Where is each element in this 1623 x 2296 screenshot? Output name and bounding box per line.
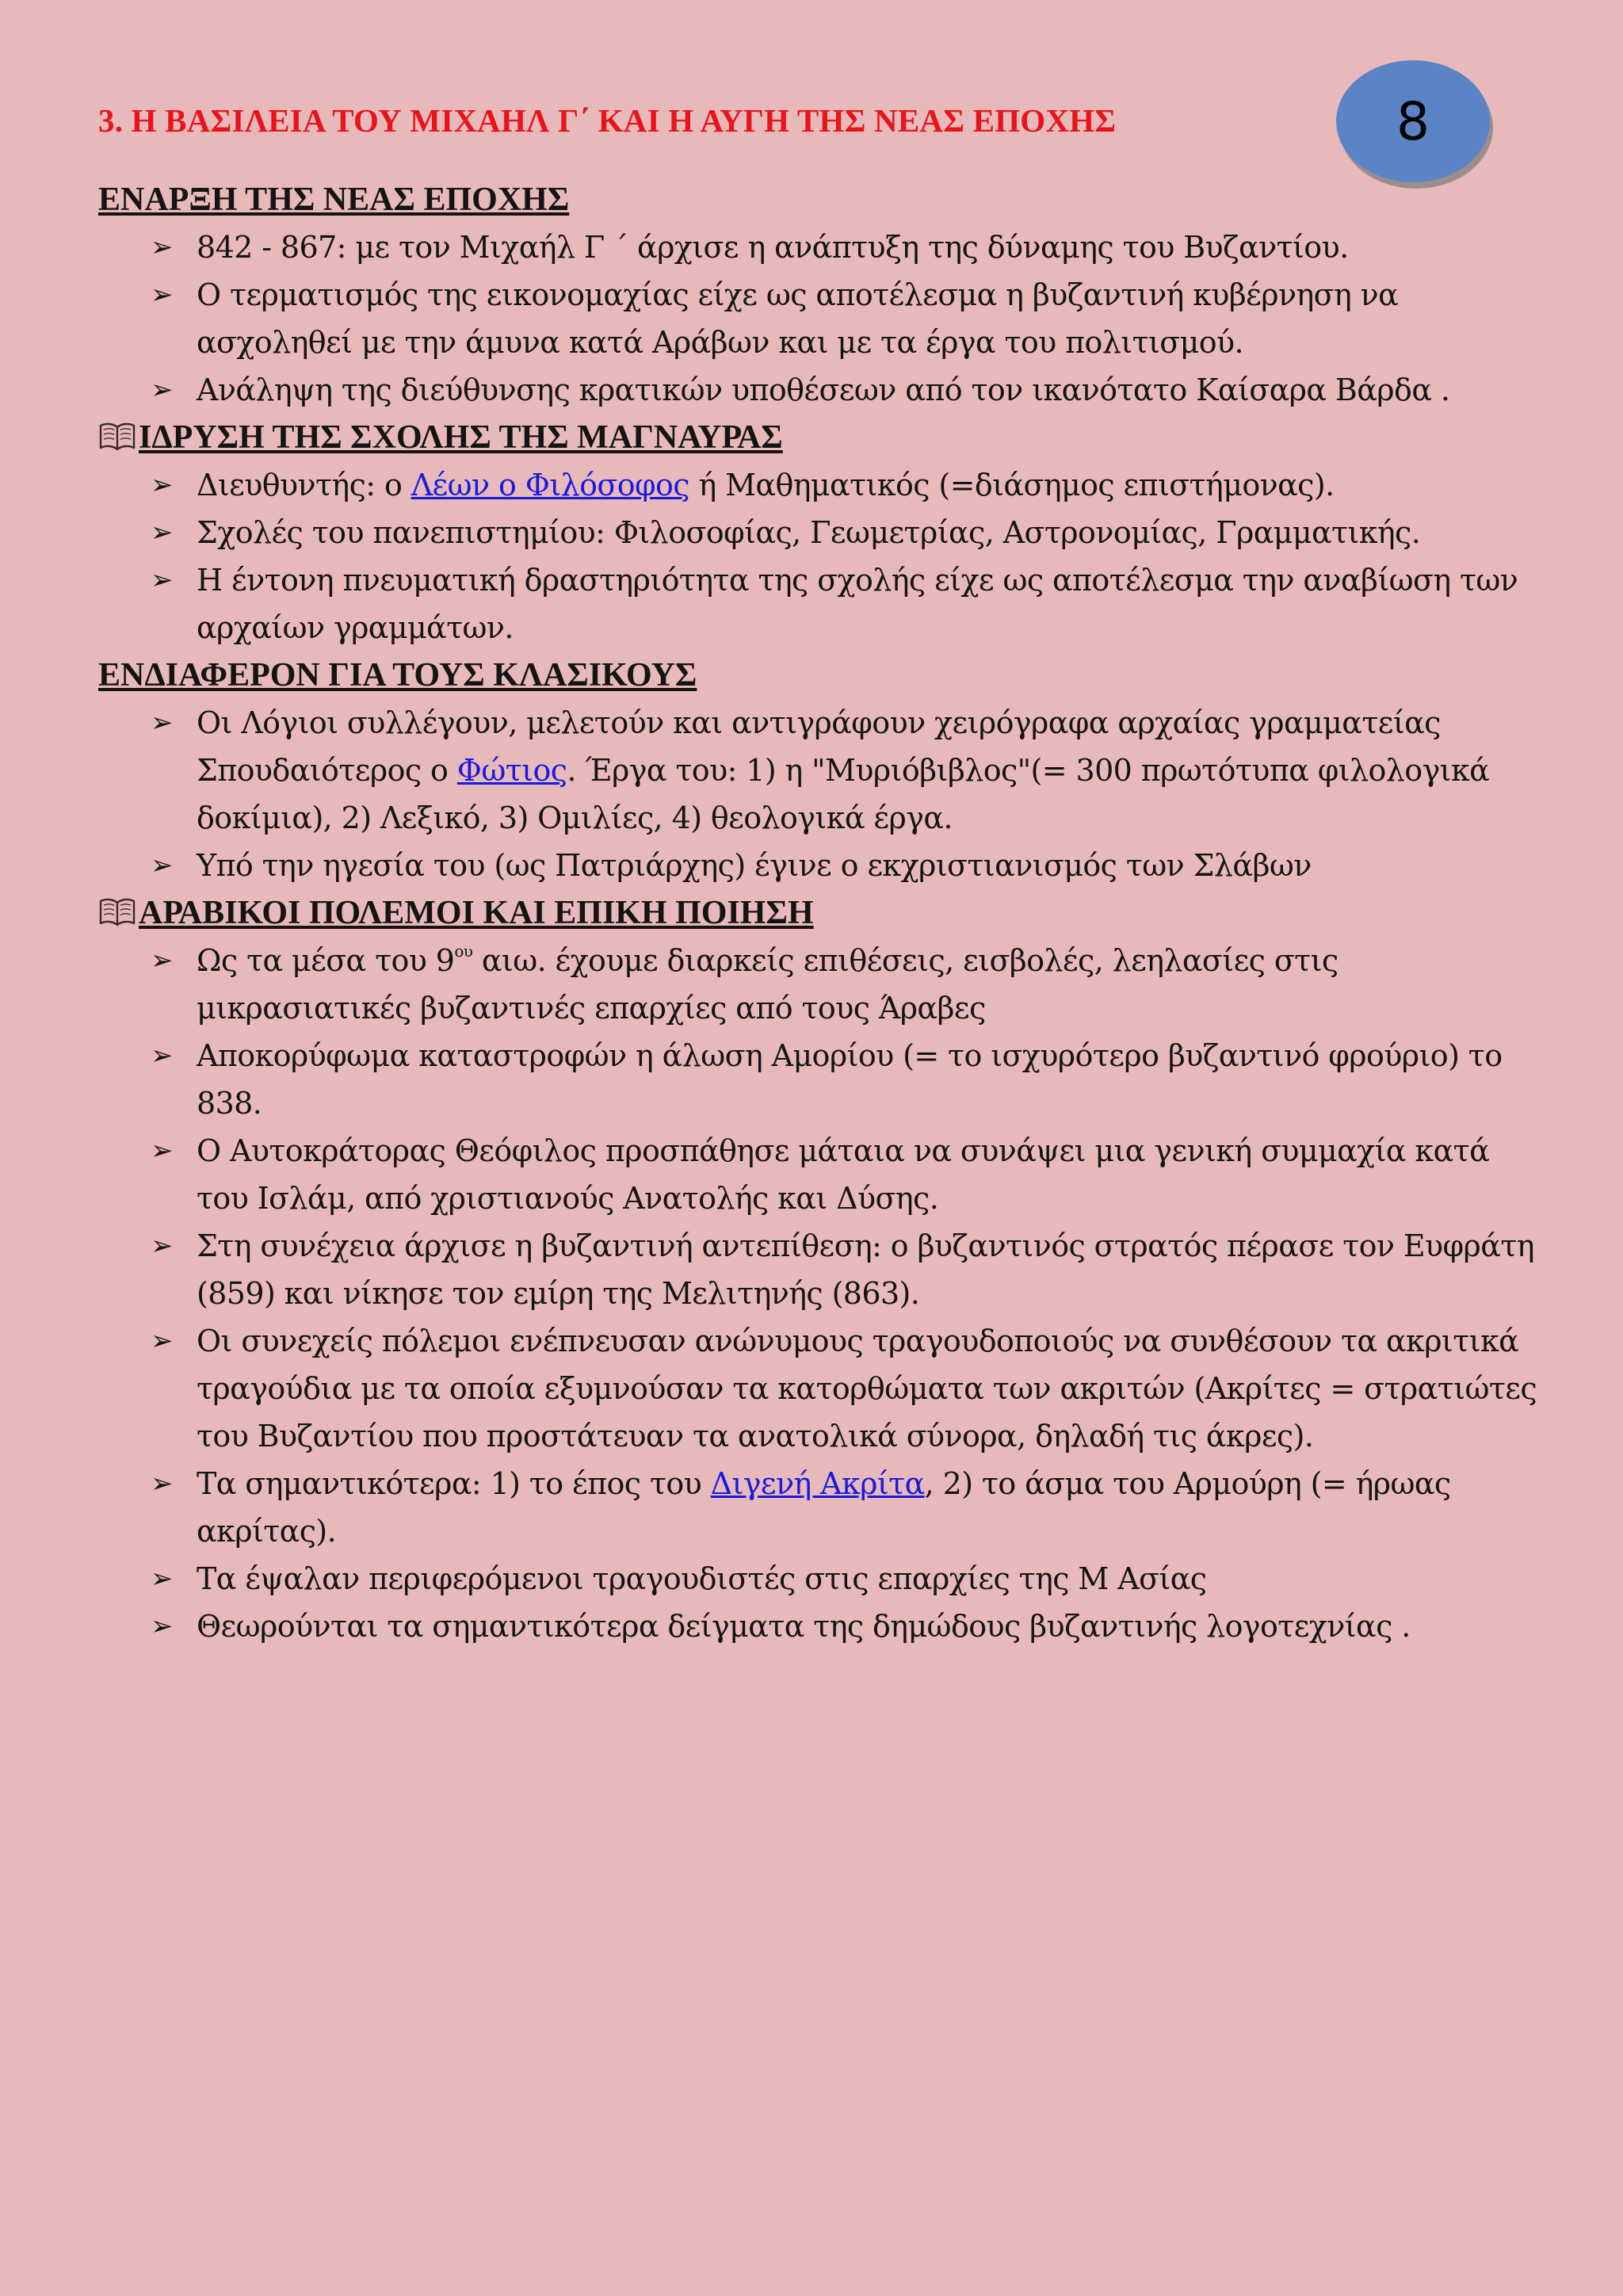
bullet-list <box>98 223 1549 414</box>
list-item-text: Η έντονη πνευματική δραστηριότητα της σχολής είχε ως αποτέλεσμα την αναβίωση των αρχαίων γραμμάτων. <box>197 563 1518 645</box>
list-item-text: ή Μαθηματικός (=διάσημος επιστήμονας). <box>689 468 1335 502</box>
arrowhead-bullet-icon: ➢ <box>151 1468 173 1499</box>
page-number: 8 <box>1396 90 1430 152</box>
arrowhead-bullet-icon: ➢ <box>151 1325 173 1357</box>
list-item-text: αιω. έχουμε διαρκείς επιθέσεις, εισβολές, λεηλασίες στις μικρασιατικές βυζαντινές επαρχίες από τους Άραβες <box>197 943 1338 1026</box>
list-item <box>98 556 1549 651</box>
list-item-text: Αποκορύφωμα καταστροφών η άλωση Αμορίου (= το ισχυρότερο βυζαντινό φρούριο) το 838. <box>197 1038 1503 1121</box>
list-item <box>98 1127 1549 1222</box>
list-item-text: Τα έψαλαν περιφερόμενοι τραγουδιστές στις επαρχίες της Μ Ασίας <box>197 1561 1207 1596</box>
arrowhead-bullet-icon: ➢ <box>151 279 173 311</box>
arrowhead-bullet-icon: ➢ <box>151 469 173 501</box>
list-item-text: Ο Αυτοκράτορας Θεόφιλος προσπάθησε μάταια να συνάψει μια γενική συμμαχία κατά του Ισλάμ, από χριστιανούς Ανατολής και Δύσης. <box>197 1133 1490 1216</box>
list-item-text: Σχολές του πανεπιστημίου: Φιλοσοφίας, Γεωμετρίας, Αστρονομίας, Γραμματικής. <box>197 515 1421 550</box>
list-item-text: Διευθυντής: ο <box>197 468 411 502</box>
arrowhead-bullet-icon: ➢ <box>151 1563 173 1595</box>
list-item <box>98 509 1549 556</box>
chapter-title: 3. Η ΒΑΣΙΛΕΙΑ ΤΟΥ ΜΙΧΑΗΛ Γ΄ ΚΑΙ Η ΑΥΓΗ ΤΗΣ ΝΕΑΣ ΕΠΟΧΗΣ <box>98 102 1117 139</box>
list-item <box>98 1317 1549 1460</box>
arrowhead-bullet-icon: ➢ <box>151 374 173 406</box>
arrowhead-bullet-icon: ➢ <box>151 945 173 976</box>
section-heading-arab-wars <box>98 889 1549 937</box>
list-item <box>98 366 1549 414</box>
section-heading-text: ΕΝΔΙΑΦΕΡΟΝ ΓΙΑ ΤΟΥΣ ΚΛΑΣΙΚΟΥΣ <box>98 657 697 693</box>
arrowhead-bullet-icon: ➢ <box>151 564 173 596</box>
list-item-text: Ως τα μέσα του 9 <box>197 943 455 978</box>
arrowhead-bullet-icon: ➢ <box>151 1040 173 1072</box>
bullet-list <box>98 699 1549 889</box>
list-item-text: Οι Λόγιοι συλλέγουν, μελετούν και αντιγράφουν χειρόγραφα αρχαίας γραμματείας Σπουδαιότερος ο <box>197 705 1441 788</box>
link-leo-the-philosopher[interactable]: Λέων ο Φιλόσοφος <box>411 468 689 502</box>
arrowhead-bullet-icon: ➢ <box>151 850 173 881</box>
page-number-badge <box>1336 60 1490 182</box>
list-item <box>98 937 1549 1032</box>
list-item <box>98 699 1549 842</box>
list-item-text: Τα σημαντικότερα: 1) το έπος του <box>197 1466 711 1501</box>
list-item-text: Στη συνέχεια άρχισε η βυζαντινή αντεπίθεση: ο βυζαντινός στρατός πέρασε τον Ευφράτη (859) και νίκησε τον εμίρη της Μελιτηνής (863). <box>197 1228 1534 1311</box>
open-book-icon <box>98 896 138 930</box>
link-digenis-akritas[interactable]: Διγενή Ακρίτα <box>710 1466 925 1501</box>
list-item-text: , 2) το άσμα του Αρμούρη (= ήρωας ακρίτας). <box>197 1466 1451 1549</box>
list-item <box>98 271 1549 366</box>
list-item <box>98 1032 1549 1127</box>
arrowhead-bullet-icon: ➢ <box>151 1610 173 1642</box>
arrowhead-bullet-icon: ➢ <box>151 517 173 548</box>
list-item-text: Ανάληψη της διεύθυνσης κρατικών υποθέσεων από τον ικανότατο Καίσαρα Βάρδα . <box>197 372 1450 407</box>
arrowhead-bullet-icon: ➢ <box>151 1230 173 1262</box>
section-heading-text: ΑΡΑΒΙΚΟΙ ΠΟΛΕΜΟΙ ΚΑΙ ΕΠΙΚΗ ΠΟΙΗΣΗ <box>139 895 814 931</box>
list-item <box>98 1603 1549 1650</box>
list-item <box>98 223 1549 271</box>
section-heading-magnaura-school <box>98 414 1549 461</box>
bullet-list <box>98 937 1549 1650</box>
section-heading-text: ΙΔΡΥΣΗ ΤΗΣ ΣΧΟΛΗΣ ΤΗΣ ΜΑΓΝΑΥΡΑΣ <box>139 419 783 456</box>
list-item <box>98 842 1549 889</box>
link-photios[interactable]: Φώτιος <box>456 753 567 788</box>
list-item <box>98 1555 1549 1603</box>
arrowhead-bullet-icon: ➢ <box>151 1135 173 1167</box>
section-heading-text: ΕΝΑΡΞΗ ΤΗΣ ΝΕΑΣ ΕΠΟΧΗΣ <box>98 181 570 218</box>
list-item-text: Υπό την ηγεσία του (ως Πατριάρχης) έγινε ο εκχριστιανισμός των Σλάβων <box>197 848 1312 883</box>
list-item-text: Θεωρούνται τα σημαντικότερα δείγματα της δημώδους βυζαντινής λογοτεχνίας . <box>197 1609 1411 1644</box>
section-heading-classics <box>98 651 1549 699</box>
list-item-text: 842 - 867: με τον Μιχαήλ Γ ΄ άρχισε η ανάπτυξη της δύναμης του Βυζαντίου. <box>197 230 1349 265</box>
list-item-text: Οι συνεχείς πόλεμοι ενέπνευσαν ανώνυμους τραγουδοποιούς να συνθέσουν τα ακριτικά τραγούδια με τα οποία εξυμνούσαν τα κατορθώματα των ακριτών (Ακρίτες = στρατιώτες του Βυζαντίου που προστάτευαν τα ανατολικά σύνορα, δηλαδή τις άκρες). <box>197 1324 1537 1454</box>
ordinal-superscript: ου <box>454 942 473 961</box>
arrowhead-bullet-icon: ➢ <box>151 231 173 263</box>
list-item <box>98 1460 1549 1555</box>
open-book-icon <box>98 420 138 455</box>
list-item-text: . Έργα του: 1) η "Μυριόβιβλος"(= 300 πρωτότυπα φιλολογικά δοκίμια), 2) Λεξικό, 3) Ομιλίες, 4) θεολογικά έργα. <box>197 753 1490 835</box>
bullet-list <box>98 461 1549 651</box>
document-body <box>98 176 1549 1650</box>
arrowhead-bullet-icon: ➢ <box>151 707 173 739</box>
section-heading-new-era <box>98 176 1549 223</box>
list-item <box>98 1222 1549 1317</box>
list-item <box>98 461 1549 509</box>
list-item-text: Ο τερματισμός της εικονομαχίας είχε ως αποτέλεσμα η βυζαντινή κυβέρνηση να ασχοληθεί με την άμυνα κατά Αράβων και με τα έργα του πολιτισμού. <box>197 277 1399 360</box>
